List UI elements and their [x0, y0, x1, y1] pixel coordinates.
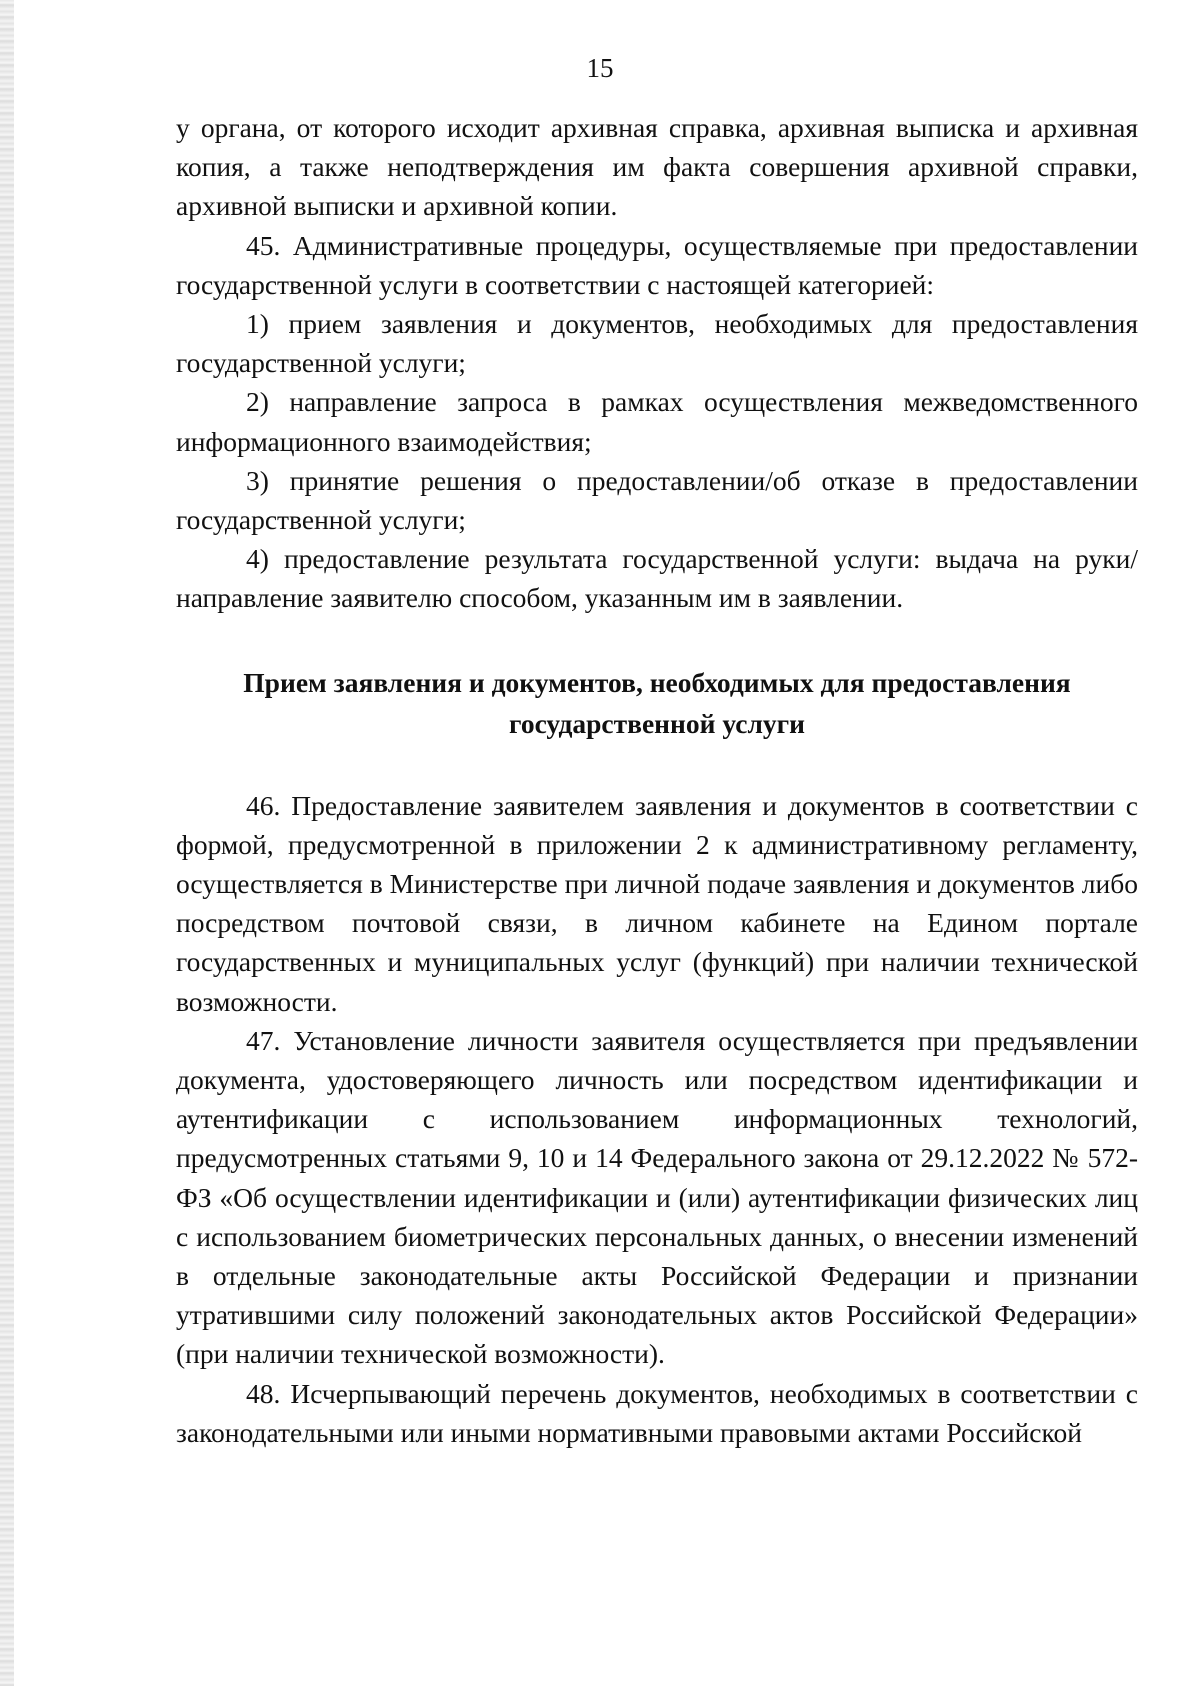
paragraph-continuation: у органа, от которого исходит архивная справка, архивная выписка и архивная копия, а также неподтверждения им факта совершения архивной справки, архивной выписки и архивной копии. — [176, 112, 1138, 222]
paragraph-46: 46. Предоставление заявителем заявления и документов в соответствии с формой, предусмотренной в приложении 2 к административному регламенту, осуществляется в Министерстве при личной подаче заявления и документов либо посредством почтовой связи, в личном кабинете на Едином портале государственных и муниципальных услуг (функций) при наличии технической возможности. — [176, 789, 1138, 1017]
section-heading-line-1: Прием заявления и документов, необходимых для предоставления — [243, 666, 1071, 698]
document-body — [176, 108, 1138, 1452]
list-item-1: 1) прием заявления и документов, необходимых для предоставления государственной услуги; — [176, 308, 1138, 379]
list-item-2: 2) направление запроса в рамках осуществления межведомственного информационного взаимодействия; — [176, 386, 1138, 457]
page-number: 15 — [586, 53, 614, 83]
paragraph-45: 45. Административные процедуры, осуществляемые при предоставлении государственной услуги в соответствии с настоящей категорией: — [176, 229, 1138, 300]
section-heading — [176, 662, 1138, 744]
list-item-3: 3) принятие решения о предоставлении/об отказе в предоставлении государственной услуги; — [176, 464, 1138, 536]
paragraph-47: 47. Установление личности заявителя осуществляется при предъявлении документа, удостоверяющего личность или посредством идентификации и аутентификации с использованием информационных технологий, предусмотренных статьями 9, 10 и 14 Федерального закона от 29.12.2022 № 572-ФЗ «Об осуществлении идентификации и (или) аутентификации физических лиц с использованием биометрических персональных данных, о внесении изменений в отдельные законодательные акты Российской Федерации и признании утратившими силу положений законодательных актов Российской Федерации» (при наличии технической возможности). — [176, 1024, 1138, 1370]
scan-edge-artifact — [0, 0, 14, 1686]
paragraph-48: 48. Исчерпывающий перечень документов, необходимых в соответствии с законодательными или иными нормативными правовыми актами Российской — [176, 1377, 1138, 1448]
list-item-4: 4) предоставление результата государственной услуги: выдача на руки/направление заявителю способом, указанным им в заявлении. — [176, 543, 1138, 614]
section-heading-line-2: государственной услуги — [509, 707, 805, 739]
